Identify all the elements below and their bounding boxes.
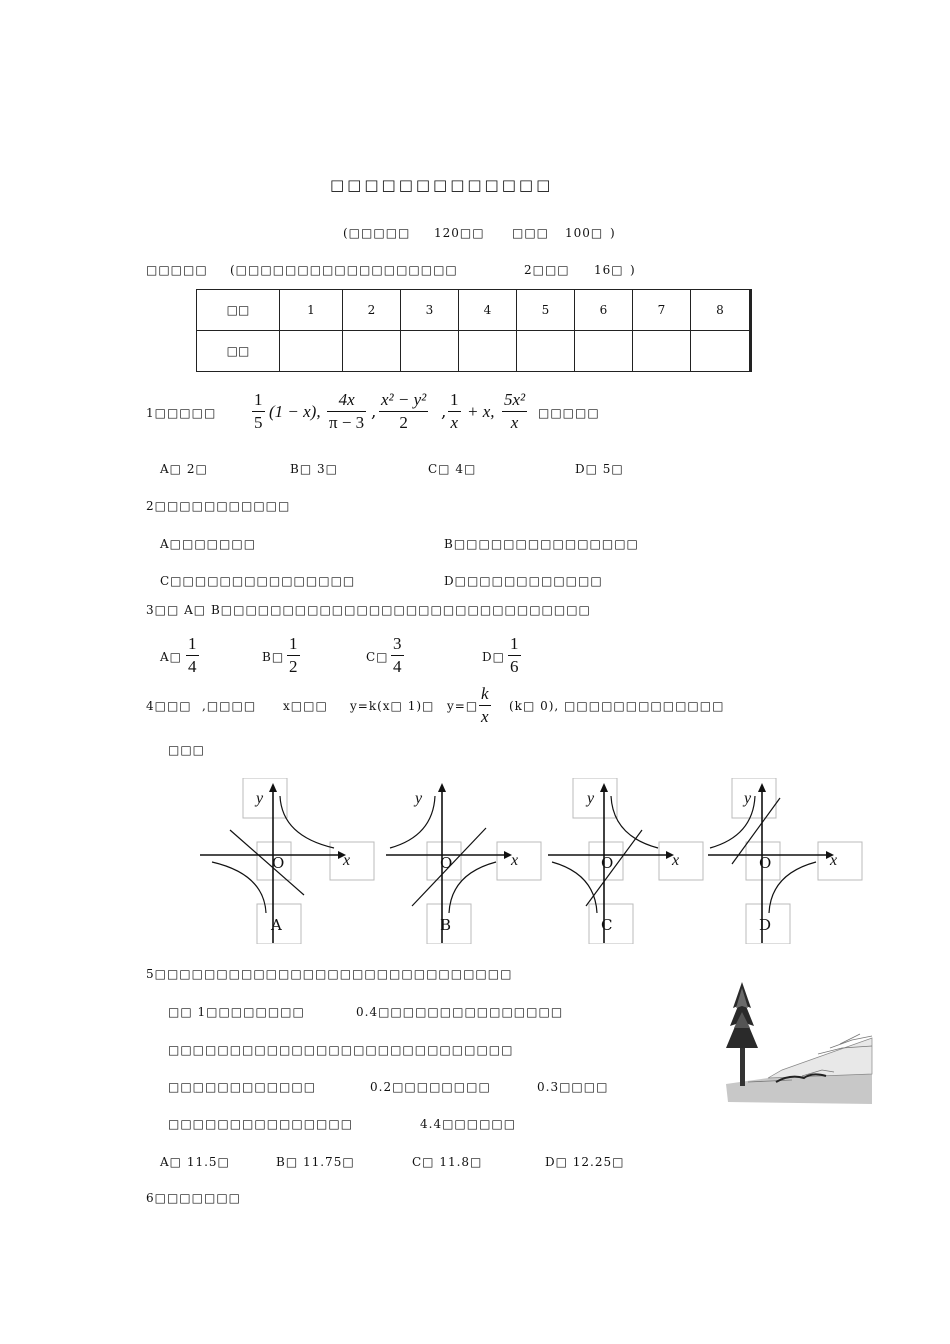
q1-frac-3 xyxy=(379,389,428,434)
q5-line-3: □□□□□□□□□□□□□□□□□□□□□□□□□□□□ xyxy=(168,1043,514,1057)
graph-b-x-label: x xyxy=(511,852,520,869)
denominator: 5 xyxy=(254,413,263,432)
comma: , xyxy=(441,402,448,422)
q5-line-5a: □□□□□□□□□□□□□□□ xyxy=(168,1117,354,1131)
graph-d-y-label: y xyxy=(744,790,753,807)
answer-cell[interactable] xyxy=(343,331,401,372)
q4-mid1: ,□□□□ xyxy=(202,699,257,713)
q5-option-d[interactable]: D□ 12.25□ xyxy=(545,1155,625,1169)
answer-label: □□ xyxy=(197,331,280,372)
q4-frac xyxy=(479,683,491,728)
question-number: 6 xyxy=(575,290,633,331)
q5-line-4b: 0.2□□□□□□□□ xyxy=(370,1080,491,1094)
numerator: 4x xyxy=(338,390,355,409)
q1-paren-term: (1 − x), xyxy=(269,402,321,421)
comma: , xyxy=(371,402,378,422)
q5-option-a[interactable]: A□ 11.5□ xyxy=(160,1155,230,1169)
section-total: 16□ xyxy=(594,263,624,277)
graph-c-origin: O xyxy=(601,854,615,872)
q3-option-c-frac[interactable] xyxy=(391,633,404,678)
q5-line-4c: 0.3□□□□ xyxy=(537,1080,609,1094)
q1-option-d[interactable]: D□ 5□ xyxy=(575,462,624,476)
q6-stem: 6□□□□□□□ xyxy=(146,1191,241,1205)
q2-option-c[interactable]: C□□□□□□□□□□□□□□□ xyxy=(160,574,356,588)
q3-option-b-label[interactable]: B□ xyxy=(262,650,285,664)
denominator: 4 xyxy=(393,657,402,676)
q5-line-4a: □□□□□□□□□□□□ xyxy=(168,1080,317,1094)
section-close: ) xyxy=(630,263,636,277)
graph-d[interactable] xyxy=(706,778,866,944)
numerator: 1 xyxy=(510,634,519,653)
q2-option-d[interactable]: D□□□□□□□□□□□□ xyxy=(444,574,603,588)
tree-stairs-illustration xyxy=(722,978,874,1106)
q5-line-1: 5□□□□□□□□□□□□□□□□□□□□□□□□□□□□□ xyxy=(146,967,513,981)
numerator: k xyxy=(481,684,489,703)
q3-option-a-frac[interactable] xyxy=(186,633,199,678)
exam-score: 100□ xyxy=(565,226,604,240)
question-number: 3 xyxy=(401,290,459,331)
question-number: 2 xyxy=(343,290,401,331)
graph-d-x-label: x xyxy=(830,852,839,869)
graph-b-y-label: y xyxy=(415,790,424,807)
q3-option-b-frac[interactable] xyxy=(287,633,300,678)
denominator: x xyxy=(481,707,489,726)
q4-func1: y=k(x□ 1)□ xyxy=(350,699,435,713)
q3-option-d-frac[interactable] xyxy=(508,633,521,678)
q3-option-c-label[interactable]: C□ xyxy=(366,650,389,664)
q1-option-b[interactable]: B□ 3□ xyxy=(290,462,338,476)
question-number: 7 xyxy=(633,290,691,331)
graph-b[interactable] xyxy=(384,778,564,944)
q5-line-2b: 0.4□□□□□□□□□□□□□□□ xyxy=(356,1005,564,1019)
denominator: 4 xyxy=(188,657,197,676)
denominator: π − 3 xyxy=(329,413,365,432)
graph-c-y-label: y xyxy=(587,790,596,807)
answer-cell[interactable] xyxy=(280,331,343,372)
graph-a-x-label: x xyxy=(343,852,352,869)
section-note: (□□□□□□□□□□□□□□□□□□ xyxy=(230,263,458,277)
question-number: 5 xyxy=(517,290,575,331)
q1-option-a[interactable]: A□ 2□ xyxy=(160,462,208,476)
graph-d-origin: O xyxy=(759,854,773,872)
graph-b-origin: O xyxy=(440,854,454,872)
numerator: x² − y² xyxy=(381,390,427,409)
graph-a-label: A xyxy=(271,916,283,934)
q4-func2: y=□ xyxy=(447,699,479,713)
answer-cell[interactable] xyxy=(517,331,575,372)
graph-c-label: C xyxy=(601,916,614,934)
q1-option-c[interactable]: C□ 4□ xyxy=(428,462,477,476)
exam-info-close: ) xyxy=(610,226,616,240)
denominator: 6 xyxy=(510,657,519,676)
q1-prefix: 1□□□□□ xyxy=(146,406,217,420)
section-heading: □□□□□ xyxy=(146,263,208,277)
q5-line-2a: □□ 1□□□□□□□□ xyxy=(168,1005,305,1019)
q1-frac-1 xyxy=(252,389,265,434)
graph-a-y-label: y xyxy=(256,790,265,807)
section-points: 2□□□ xyxy=(524,263,570,277)
q1-frac-5 xyxy=(502,389,527,434)
answer-cell[interactable] xyxy=(575,331,633,372)
q5-line-5b: 4.4□□□□□□ xyxy=(420,1117,517,1131)
denominator: x xyxy=(448,411,461,434)
answer-cell[interactable] xyxy=(691,331,751,372)
exam-info-open: (□□□□□ xyxy=(343,226,411,240)
numerator: 1 xyxy=(450,390,459,409)
q4-condition: (k□ 0), □□□□□□□□□□□□□ xyxy=(509,699,725,713)
numerator: 5x² xyxy=(504,390,526,409)
numerator: 1 xyxy=(289,634,298,653)
graph-c[interactable] xyxy=(546,778,726,944)
header-label: □□ xyxy=(197,290,280,331)
q5-option-b[interactable]: B□ 11.75□ xyxy=(276,1155,355,1169)
q1-frac-2 xyxy=(327,389,366,434)
q1-frac-4 xyxy=(448,389,461,434)
numerator: 1 xyxy=(188,634,197,653)
q4-prefix: 4□□□ xyxy=(146,699,192,713)
q3-option-a-label[interactable]: A□ xyxy=(160,650,183,664)
q5-option-c[interactable]: C□ 11.8□ xyxy=(412,1155,483,1169)
graph-d-label: D xyxy=(759,916,773,934)
q2-option-b[interactable]: B□□□□□□□□□□□□□□□ xyxy=(444,537,639,551)
q2-stem: 2□□□□□□□□□□□ xyxy=(146,499,291,513)
numerator: 1 xyxy=(254,390,263,409)
answer-cell[interactable] xyxy=(633,331,691,372)
q4-mid2: x□□□ xyxy=(283,699,328,713)
q4-tail: □□□ xyxy=(168,743,206,757)
denominator: 2 xyxy=(289,657,298,676)
graph-a-origin: O xyxy=(272,854,286,872)
page-title: □□□□□□□□□□□□□ xyxy=(330,176,554,194)
question-number: 1 xyxy=(280,290,343,331)
q1-plus-x: + x, xyxy=(467,402,495,421)
answer-table xyxy=(196,289,752,372)
graph-b-label: B xyxy=(440,916,453,934)
answer-cell[interactable] xyxy=(401,331,459,372)
q2-option-a[interactable]: A□□□□□□□ xyxy=(160,537,257,551)
question-number: 4 xyxy=(459,290,517,331)
answer-cell[interactable] xyxy=(459,331,517,372)
question-number: 8 xyxy=(691,290,751,331)
score-label: □□□ xyxy=(512,226,550,240)
exam-time: 120□□ xyxy=(434,226,485,240)
q3-stem: 3□□ A□ B□□□□□□□□□□□□□□□□□□□□□□□□□□□□□□ xyxy=(146,603,591,617)
graph-c-x-label: x xyxy=(672,852,681,869)
denominator: x xyxy=(502,411,527,434)
q1-suffix: □□□□□ xyxy=(538,406,600,420)
denominator: 2 xyxy=(379,411,428,434)
q3-option-d-label[interactable]: D□ xyxy=(482,650,505,664)
numerator: 3 xyxy=(393,634,402,653)
